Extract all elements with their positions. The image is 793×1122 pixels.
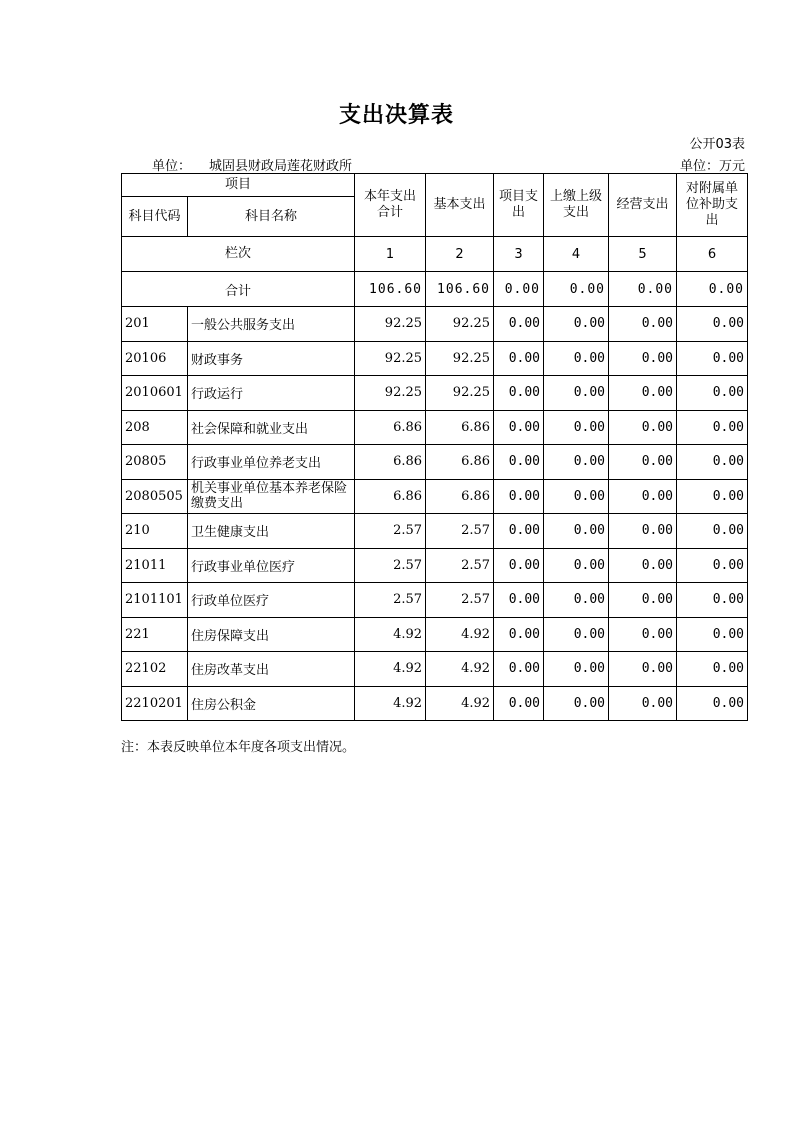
row-value: 4.92 xyxy=(355,652,426,687)
row-value: 0.00 xyxy=(544,583,609,618)
row-value: 0.00 xyxy=(609,652,677,687)
row-code: 2080505 xyxy=(122,479,188,514)
row-value: 92.25 xyxy=(355,341,426,376)
row-value: 6.86 xyxy=(355,479,426,514)
table-row xyxy=(122,307,748,342)
row-value: 0.00 xyxy=(494,410,544,445)
row-value: 0.00 xyxy=(609,479,677,514)
row-name: 财政事务 xyxy=(188,341,355,376)
row-value: 4.92 xyxy=(426,617,494,652)
row-value: 0.00 xyxy=(609,686,677,721)
row-value: 0.00 xyxy=(609,445,677,480)
row-value: 2.57 xyxy=(426,583,494,618)
column-index-label: 栏次 xyxy=(122,237,355,272)
row-code: 210 xyxy=(122,514,188,549)
table-row xyxy=(122,376,748,411)
row-value: 92.25 xyxy=(426,376,494,411)
table-row xyxy=(122,617,748,652)
header-row-1 xyxy=(122,174,748,197)
row-value: 0.00 xyxy=(677,410,748,445)
total-row xyxy=(122,272,748,307)
row-value: 0.00 xyxy=(677,479,748,514)
table-row xyxy=(122,479,748,514)
row-value: 0.00 xyxy=(677,376,748,411)
row-name: 行政事业单位养老支出 xyxy=(188,445,355,480)
row-value: 0.00 xyxy=(677,341,748,376)
row-value: 92.25 xyxy=(355,376,426,411)
total-label: 合计 xyxy=(122,272,355,307)
column-index: 1 xyxy=(355,237,426,272)
row-value: 4.92 xyxy=(355,617,426,652)
row-value: 2.57 xyxy=(355,514,426,549)
total-value: 0.00 xyxy=(677,272,748,307)
row-code: 20106 xyxy=(122,341,188,376)
row-value: 0.00 xyxy=(677,307,748,342)
header-business: 经营支出 xyxy=(609,174,677,237)
row-value: 0.00 xyxy=(494,514,544,549)
table-row xyxy=(122,583,748,618)
row-code: 21011 xyxy=(122,548,188,583)
row-name: 住房保障支出 xyxy=(188,617,355,652)
table-row xyxy=(122,514,748,549)
row-value: 0.00 xyxy=(609,583,677,618)
header-name: 科目名称 xyxy=(188,197,355,237)
row-name: 社会保障和就业支出 xyxy=(188,410,355,445)
row-name: 一般公共服务支出 xyxy=(188,307,355,342)
table-row xyxy=(122,445,748,480)
row-value: 0.00 xyxy=(494,617,544,652)
row-value: 0.00 xyxy=(677,445,748,480)
row-value: 0.00 xyxy=(677,652,748,687)
reporting-unit xyxy=(152,155,352,174)
row-value: 0.00 xyxy=(677,514,748,549)
row-value: 0.00 xyxy=(494,307,544,342)
header-basic: 基本支出 xyxy=(426,174,494,237)
page-title: 支出决算表 xyxy=(338,103,454,128)
row-value: 0.00 xyxy=(494,376,544,411)
row-value: 0.00 xyxy=(677,548,748,583)
row-value: 0.00 xyxy=(609,341,677,376)
row-value: 0.00 xyxy=(544,686,609,721)
row-value: 0.00 xyxy=(609,514,677,549)
table-row xyxy=(122,548,748,583)
table-row xyxy=(122,341,748,376)
footnote: 注：本表反映单位本年度各项支出情况。 xyxy=(121,740,356,755)
row-name: 住房改革支出 xyxy=(188,652,355,687)
total-value: 0.00 xyxy=(494,272,544,307)
row-value: 0.00 xyxy=(544,376,609,411)
row-value: 0.00 xyxy=(677,583,748,618)
row-code: 221 xyxy=(122,617,188,652)
total-value: 0.00 xyxy=(609,272,677,307)
row-value: 2.57 xyxy=(355,583,426,618)
header-upper: 上缴上级支出 xyxy=(544,174,609,237)
row-value: 0.00 xyxy=(494,583,544,618)
row-name: 卫生健康支出 xyxy=(188,514,355,549)
row-value: 0.00 xyxy=(609,376,677,411)
total-value: 106.60 xyxy=(355,272,426,307)
money-unit: 单位：万元 xyxy=(679,159,745,174)
row-code: 2101101 xyxy=(122,583,188,618)
total-value: 0.00 xyxy=(544,272,609,307)
row-value: 0.00 xyxy=(544,445,609,480)
row-code: 2010601 xyxy=(122,376,188,411)
row-name: 机关事业单位基本养老保险缴费支出 xyxy=(188,479,355,514)
row-value: 2.57 xyxy=(355,548,426,583)
row-value: 0.00 xyxy=(544,341,609,376)
row-value: 0.00 xyxy=(544,307,609,342)
row-value: 0.00 xyxy=(609,548,677,583)
row-value: 6.86 xyxy=(426,445,494,480)
row-value: 6.86 xyxy=(426,479,494,514)
row-value: 0.00 xyxy=(544,479,609,514)
table-row xyxy=(122,410,748,445)
row-value: 0.00 xyxy=(494,652,544,687)
row-code: 2210201 xyxy=(122,686,188,721)
row-value: 2.57 xyxy=(426,514,494,549)
table-row xyxy=(122,686,748,721)
column-index-row xyxy=(122,237,748,272)
row-value: 0.00 xyxy=(544,514,609,549)
table-row xyxy=(122,652,748,687)
row-value: 0.00 xyxy=(494,341,544,376)
row-name: 行政单位医疗 xyxy=(188,583,355,618)
expenditure-table xyxy=(121,173,748,721)
row-code: 201 xyxy=(122,307,188,342)
row-value: 92.25 xyxy=(426,307,494,342)
column-index: 6 xyxy=(677,237,748,272)
row-value: 0.00 xyxy=(609,617,677,652)
row-value: 0.00 xyxy=(677,686,748,721)
row-value: 4.92 xyxy=(355,686,426,721)
row-value: 92.25 xyxy=(355,307,426,342)
row-value: 0.00 xyxy=(609,410,677,445)
row-value: 0.00 xyxy=(494,548,544,583)
row-code: 20805 xyxy=(122,445,188,480)
column-index: 5 xyxy=(609,237,677,272)
row-value: 0.00 xyxy=(544,652,609,687)
row-value: 4.92 xyxy=(426,652,494,687)
row-value: 0.00 xyxy=(544,617,609,652)
header-code: 科目代码 xyxy=(122,197,188,237)
row-value: 0.00 xyxy=(494,479,544,514)
header-item: 项目 xyxy=(122,174,355,197)
row-value: 0.00 xyxy=(494,445,544,480)
row-code: 208 xyxy=(122,410,188,445)
row-value: 0.00 xyxy=(544,548,609,583)
header-total: 本年支出合计 xyxy=(355,174,426,237)
row-value: 6.86 xyxy=(355,445,426,480)
column-index: 2 xyxy=(426,237,494,272)
unit-name: 城固县财政局莲花财政所 xyxy=(209,159,353,174)
unit-label: 单位： xyxy=(152,159,192,174)
row-value: 0.00 xyxy=(544,410,609,445)
row-value: 6.86 xyxy=(426,410,494,445)
header-project: 项目支出 xyxy=(494,174,544,237)
row-name: 住房公积金 xyxy=(188,686,355,721)
row-value: 0.00 xyxy=(494,686,544,721)
row-value: 2.57 xyxy=(426,548,494,583)
header-subsidy: 对附属单位补助支出 xyxy=(677,174,748,237)
row-name: 行政事业单位医疗 xyxy=(188,548,355,583)
column-index: 4 xyxy=(544,237,609,272)
row-value: 0.00 xyxy=(609,307,677,342)
form-number: 公开03表 xyxy=(689,137,745,152)
column-index: 3 xyxy=(494,237,544,272)
row-code: 22102 xyxy=(122,652,188,687)
row-name: 行政运行 xyxy=(188,376,355,411)
row-value: 0.00 xyxy=(677,617,748,652)
row-value: 92.25 xyxy=(426,341,494,376)
row-value: 4.92 xyxy=(426,686,494,721)
total-value: 106.60 xyxy=(426,272,494,307)
row-value: 6.86 xyxy=(355,410,426,445)
